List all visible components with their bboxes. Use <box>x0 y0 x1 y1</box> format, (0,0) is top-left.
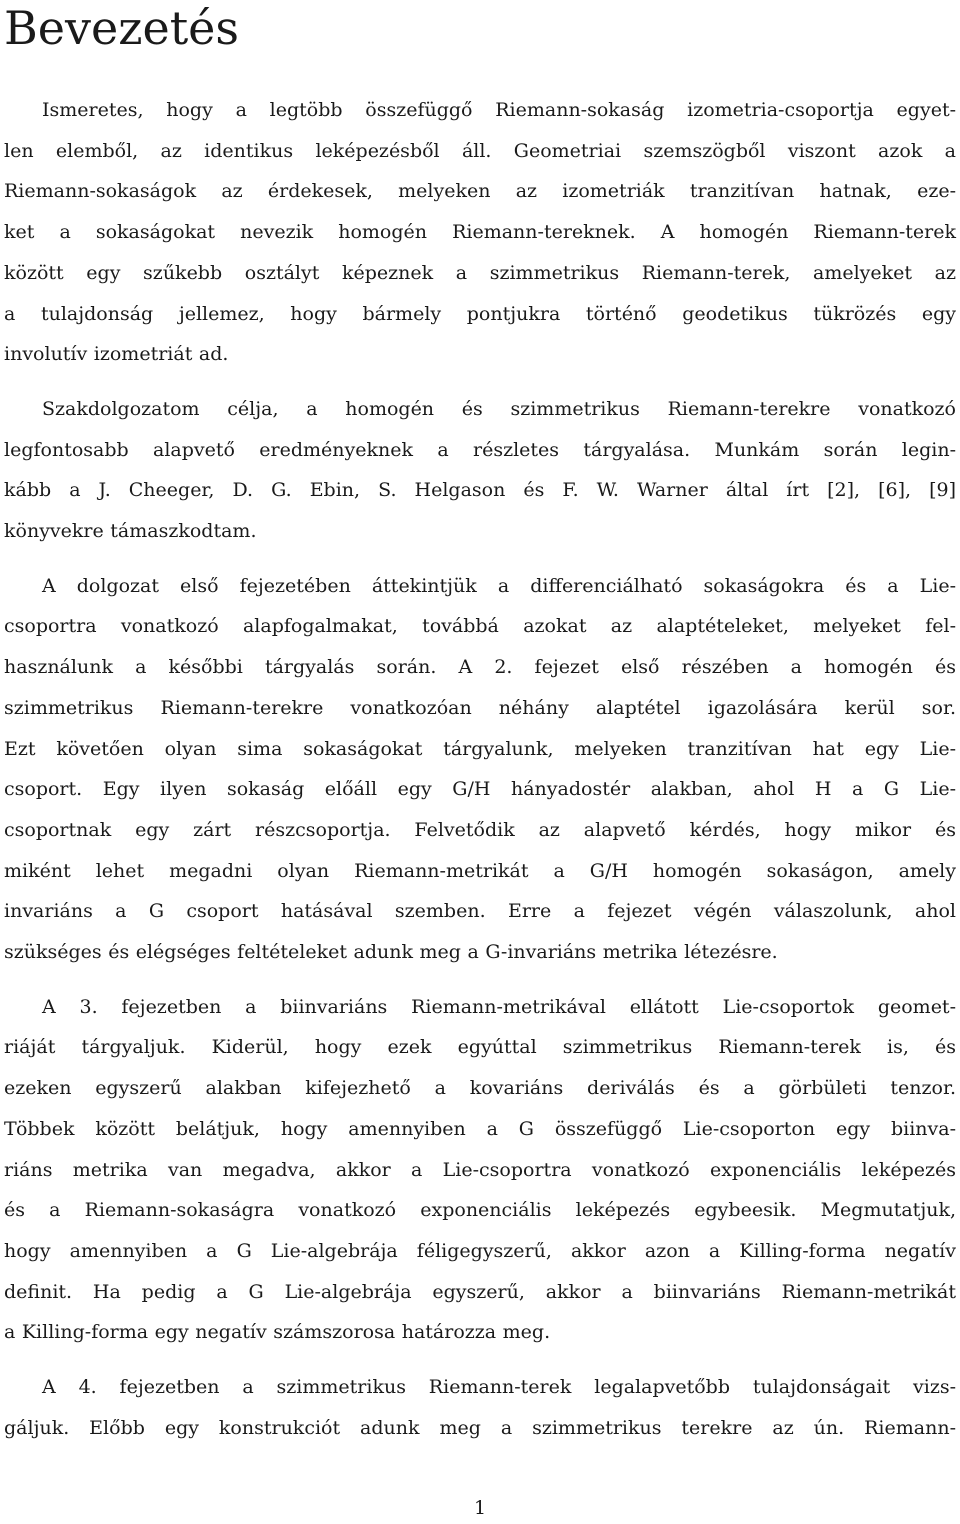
text-line: és a Riemann-sokaságra vonatkozó exponenciális leképezés egybeesik. Megmutatjuk, <box>4 1199 956 1222</box>
text-line: riáját tárgyaljuk. Kiderül, hogy ezek egyúttal szimmetrikus Riemann-terek is, és <box>4 1036 956 1059</box>
text-line: invariáns a G csoport hatásával szemben. Erre a fejezet végén válaszolunk, ahol <box>4 900 956 923</box>
text-line: ket a sokaságokat nevezik homogén Riemann-tereknek. A homogén Riemann-terek <box>4 221 956 244</box>
page-number: 1 <box>473 1497 487 1519</box>
paragraph <box>4 90 956 375</box>
paragraph <box>4 1367 956 1448</box>
text-line: csoportra vonatkozó alapfogalmakat, továbbá azokat az alaptételeket, melyeket fel- <box>4 615 956 638</box>
text-line: Többek között belátjuk, hogy amennyiben a G összefüggő Lie-csoporton egy biinva- <box>4 1117 956 1140</box>
text-line: csoport. Egy ilyen sokaság előáll egy G/H hányadostér alakban, ahol H a G Lie- <box>4 778 956 801</box>
text-line: szimmetrikus Riemann-terekre vonatkozóan néhány alaptétel igazolására kerül sor. <box>4 696 956 719</box>
chapter-heading: Bevezetés <box>4 1 240 55</box>
text-line: Szakdolgozatom célja, a homogén és szimmetrikus Riemann-terekre vonatkozó <box>42 397 956 420</box>
text-line: Ezt követően olyan sima sokaságokat tárgyalunk, melyeken tranzitívan hat egy Lie- <box>4 737 956 760</box>
text-line: riáns metrika van megadva, akkor a Lie-csoportra vonatkozó exponenciális leképezés <box>4 1158 956 1181</box>
text-line: A dolgozat első fejezetében áttekintjük a differenciálható sokaságokra és a Lie- <box>42 574 956 597</box>
text-line: között egy szűkebb osztályt képeznek a szimmetrikus Riemann-terek, amelyeket az <box>4 261 956 284</box>
text-line: használunk a későbbi tárgyalás során. A 2. fejezet első részében a homogén és <box>4 656 956 679</box>
paragraph <box>4 389 956 552</box>
text-line: A 4. fejezetben a szimmetrikus Riemann-terek legalapvetőbb tulajdonságait vizs- <box>42 1376 956 1399</box>
text-line: könyvekre támaszkodtam. <box>4 520 257 543</box>
text-line: a tulajdonság jellemez, hogy bármely pontjukra történő geodetikus tükrözés egy <box>4 302 956 325</box>
page <box>4 0 956 1449</box>
paragraph <box>4 987 956 1353</box>
text-line: legfontosabb alapvető eredményeknek a részletes tárgyalása. Munkám során legin- <box>4 438 956 461</box>
text-line: csoportnak egy zárt részcsoportja. Felvetődik az alapvető kérdés, hogy mikor és <box>4 818 956 841</box>
paragraph <box>4 566 956 973</box>
text-line: involutív izometriát ad. <box>4 343 229 366</box>
text-line: a Killing-forma egy negatív számszorosa határozza meg. <box>4 1321 551 1344</box>
text-line: szükséges és elégséges feltételeket adunk meg a G-invariáns metrika létezésre. <box>4 941 778 964</box>
text-line: Ismeretes, hogy a legtöbb összefüggő Riemann-sokaság izometria-csoportja egyet- <box>42 99 956 121</box>
text-line: miként lehet megadni olyan Riemann-metrikát a G/H homogén sokaságon, amely <box>4 859 956 882</box>
text-line: gáljuk. Előbb egy konstrukciót adunk meg a szimmetrikus terekre az ún. Riemann- <box>4 1416 956 1439</box>
text-line: len elemből, az identikus leképezésből áll. Geometriai szemszögből viszont azok a <box>4 139 956 162</box>
text-line: A 3. fejezetben a biinvariáns Riemann-metrikával ellátott Lie-csoportok geomet- <box>42 995 956 1018</box>
text-line: hogy amennyiben a G Lie-algebrája féligegyszerű, akkor azon a Killing-forma negatív <box>4 1239 956 1262</box>
text-line: ezeken egyszerű alakban kifejezhető a kovariáns deriválás és a görbületi tenzor. <box>4 1077 956 1100</box>
text-line: kább a J. Cheeger, D. G. Ebin, S. Helgason és F. W. Warner által írt [2], [6], [9] <box>4 479 956 502</box>
text-line: definit. Ha pedig a G Lie-algebrája egyszerű, akkor a biinvariáns Riemann-metrikát <box>4 1280 956 1303</box>
text-line: Riemann-sokaságok az érdekesek, melyeken az izometriák tranzitívan hatnak, eze- <box>4 180 956 203</box>
body-text <box>4 90 956 1449</box>
